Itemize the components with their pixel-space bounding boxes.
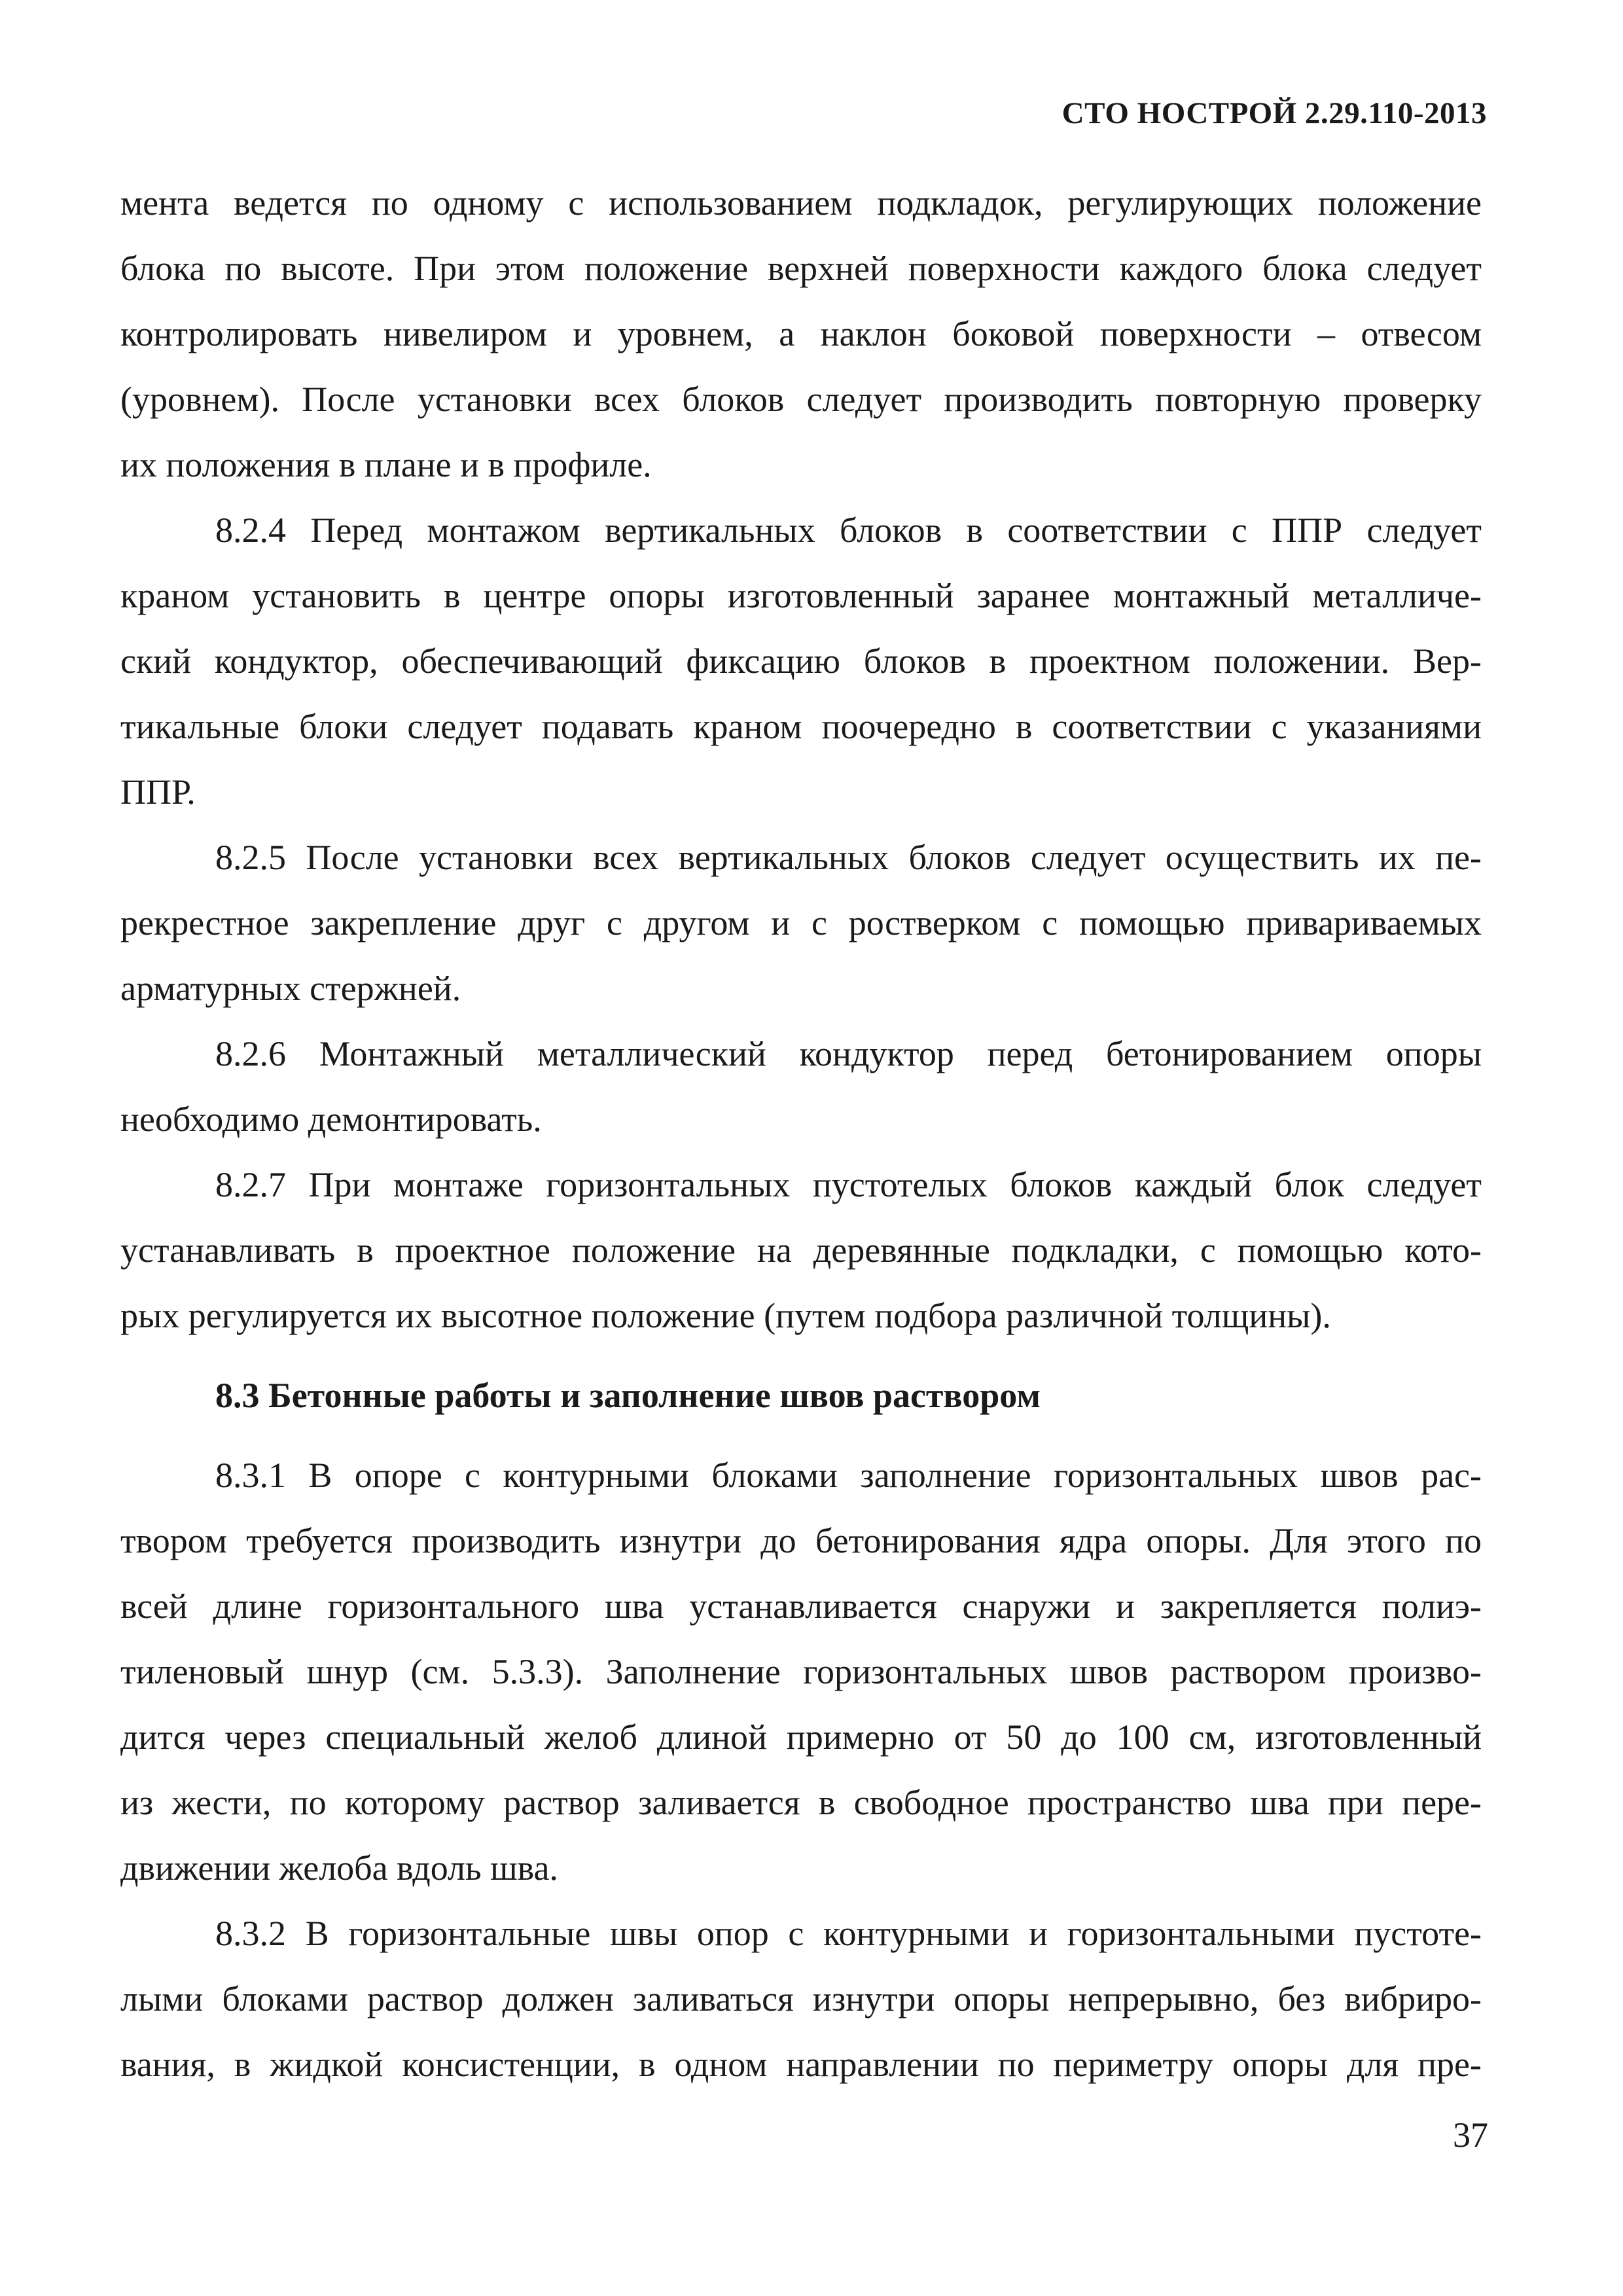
text-line: лыми блоками раствор должен заливаться изнутри опоры непрерывно, без вибриро- — [120, 1979, 1482, 2018]
text-line: блока по высоте. При этом положение верхней поверхности каждого блока следует — [120, 249, 1482, 288]
paragraph-8-3-2 — [120, 1901, 1482, 2097]
text-line: необходимо демонтировать. — [120, 1100, 542, 1139]
text-line: рекрестное закрепление друг с другом и с ростверком с помощью привариваемых — [120, 903, 1482, 942]
text-line: мента ведется по одному с использованием подкладок, регулирующих положение — [120, 183, 1482, 223]
text-line: арматурных стержней. — [120, 969, 461, 1008]
section-heading: 8.3 Бетонные работы и заполнение швов раствором — [215, 1376, 1041, 1415]
paragraph-8-2-5 — [120, 825, 1482, 1021]
text-line: 8.2.7 При монтаже горизонтальных пустотелых блоков каждый блок следует — [215, 1165, 1482, 1204]
paragraph — [120, 170, 1482, 497]
text-line: твором требуется производить изнутри до бетонирования ядра опоры. Для этого по — [120, 1521, 1482, 1560]
document-body — [120, 170, 1482, 2097]
text-line: устанавливать в проектное положение на деревянные подкладки, с помощью кото- — [120, 1230, 1482, 1270]
paragraph-8-2-7 — [120, 1152, 1482, 1348]
text-line: тиленовый шнур (см. 5.3.3). Заполнение горизонтальных швов раствором произво- — [120, 1652, 1482, 1691]
paragraph-8-2-6 — [120, 1021, 1482, 1152]
text-line: контролировать нивелиром и уровнем, а наклон боковой поверхности – отвесом — [120, 314, 1482, 353]
paragraph-8-3-1 — [120, 1443, 1482, 1901]
text-line: дится через специальный желоб длиной примерно от 50 до 100 см, изготовленный — [120, 1717, 1482, 1757]
text-line: тикальные блоки следует подавать краном поочередно в соответствии с указаниями — [120, 707, 1482, 746]
text-line: 8.2.5 После установки всех вертикальных блоков следует осуществить их пе- — [215, 838, 1482, 877]
text-line: движении желоба вдоль шва. — [120, 1848, 558, 1888]
text-line: рых регулируется их высотное положение (путем подбора различной толщины). — [120, 1296, 1331, 1335]
page-number: 37 — [1453, 2115, 1488, 2155]
text-line: вания, в жидкой консистенции, в одном направлении по периметру опоры для пре- — [120, 2045, 1482, 2084]
text-line: краном установить в центре опоры изготовленный заранее монтажный металличе- — [120, 576, 1482, 615]
text-line: 8.3.2 В горизонтальные швы опор с контурными и горизонтальными пустоте- — [215, 1914, 1482, 1953]
text-line: их положения в плане и в профиле. — [120, 445, 652, 484]
text-line: (уровнем). После установки всех блоков следует производить повторную проверку — [120, 380, 1482, 419]
text-line: ППР. — [120, 772, 196, 812]
paragraph-8-2-4 — [120, 497, 1482, 825]
text-line: ский кондуктор, обеспечивающий фиксацию блоков в проектном положении. Вер- — [120, 641, 1482, 681]
text-line: 8.3.1 В опоре с контурными блоками заполнение горизонтальных швов рас- — [215, 1456, 1482, 1495]
text-line: из жести, по которому раствор заливается в свободное пространство шва при пере- — [120, 1783, 1482, 1822]
page-header-doc-code: СТО НОСТРОЙ 2.29.110-2013 — [1061, 96, 1487, 130]
text-line: всей длине горизонтального шва устанавливается снаружи и закрепляется полиэ- — [120, 1587, 1482, 1626]
text-line: 8.2.4 Перед монтажом вертикальных блоков в соответствии с ППР следует — [215, 511, 1482, 550]
text-line: 8.2.6 Монтажный металлический кондуктор перед бетонированием опоры — [215, 1034, 1482, 1073]
